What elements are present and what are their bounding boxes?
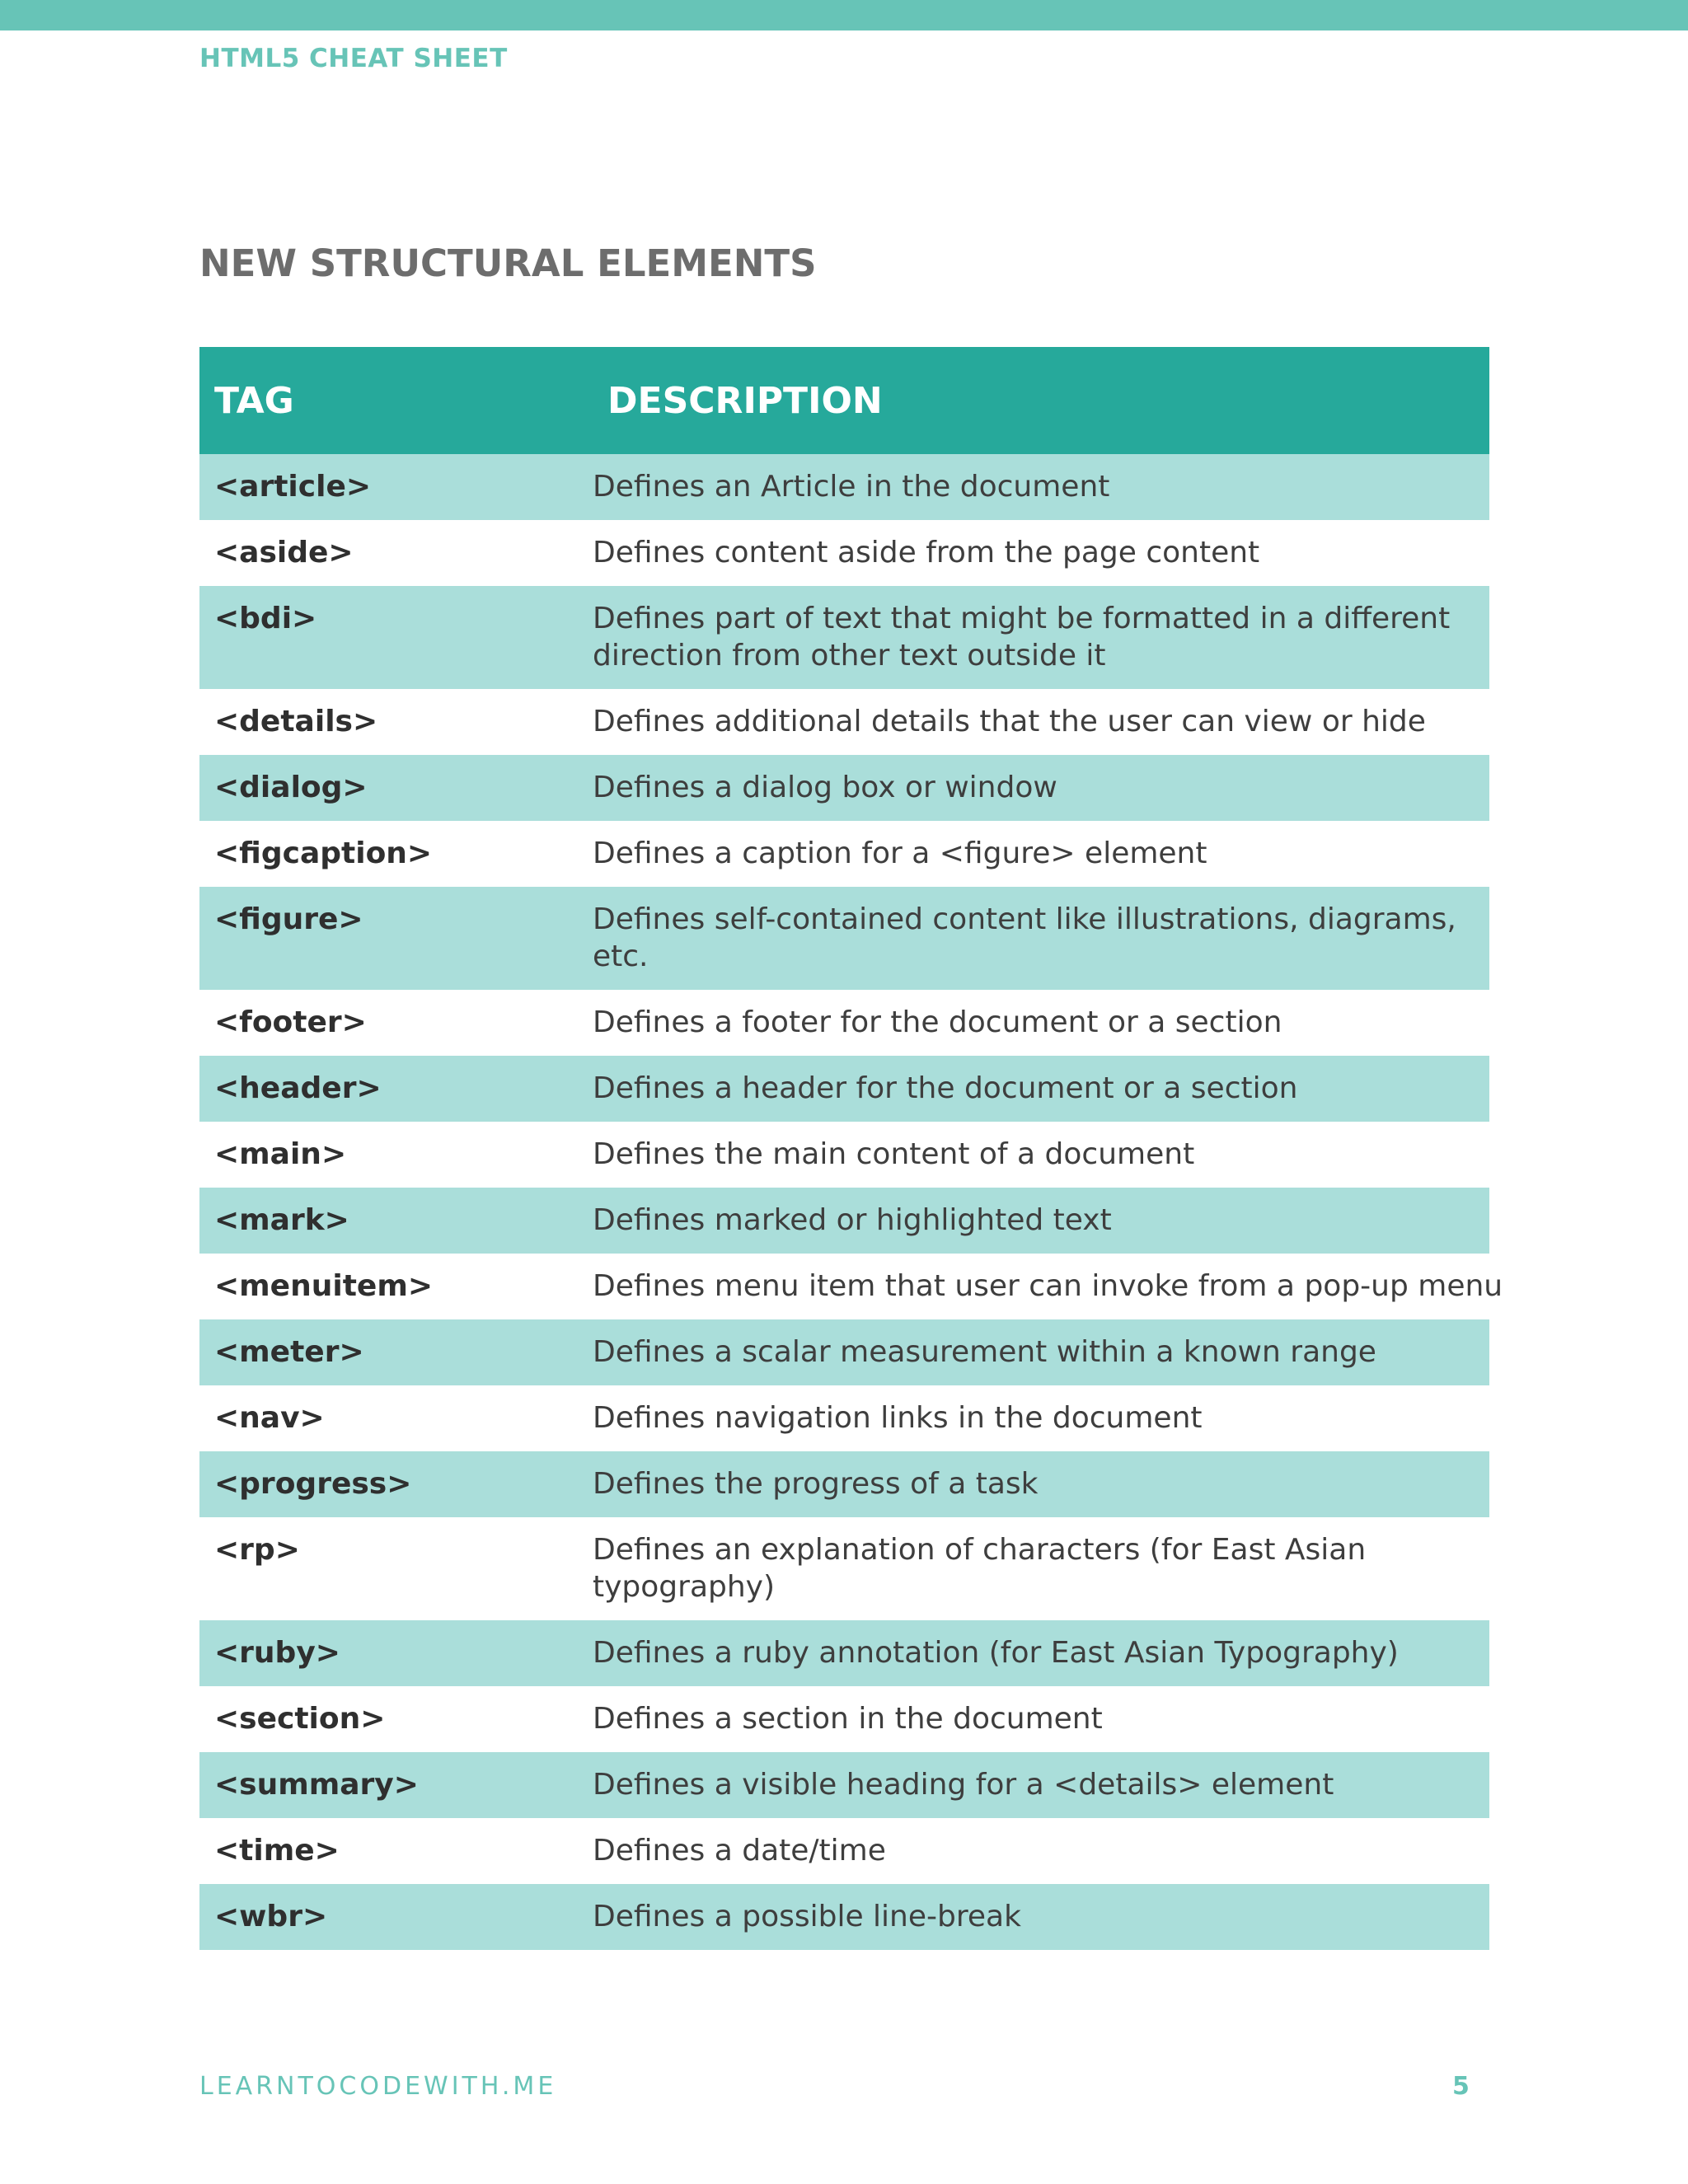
row-tag: <time> xyxy=(214,1834,340,1868)
description-line: Defines self-contained content like illustrations, diagrams, xyxy=(593,902,1456,936)
elements-table xyxy=(199,347,1503,1950)
table-row xyxy=(199,990,1489,1056)
description-line: Defines a header for the document or a section xyxy=(593,1071,1298,1105)
table-row xyxy=(199,520,1489,586)
column-header-tag: TAG xyxy=(214,379,294,422)
table-row xyxy=(199,1752,1489,1818)
row-tag: <main> xyxy=(214,1137,347,1171)
row-description xyxy=(593,1465,1489,1502)
table-row xyxy=(199,1056,1489,1122)
row-description xyxy=(593,468,1489,505)
row-tag: <section> xyxy=(214,1702,386,1736)
row-description xyxy=(593,1268,1503,1305)
row-description xyxy=(593,1898,1489,1935)
column-header-description: DESCRIPTION xyxy=(607,379,883,422)
section-title: NEW STRUCTURAL ELEMENTS xyxy=(199,241,817,285)
row-tag: <bdi> xyxy=(214,602,317,635)
row-tag: <dialog> xyxy=(214,771,368,804)
table-row xyxy=(199,1188,1489,1254)
row-description xyxy=(593,1634,1489,1671)
row-description xyxy=(593,1136,1489,1173)
row-tag: <header> xyxy=(214,1071,382,1105)
table-row xyxy=(199,1254,1503,1319)
row-tag: <summary> xyxy=(214,1768,419,1802)
description-line: Defines a visible heading for a <details> element xyxy=(593,1768,1334,1802)
description-line: direction from other text outside it xyxy=(593,639,1106,673)
row-description xyxy=(593,769,1489,806)
row-description xyxy=(593,1531,1489,1605)
table-row xyxy=(199,821,1489,887)
description-line: Defines a dialog box or window xyxy=(593,771,1057,804)
row-description xyxy=(593,703,1489,740)
description-line: Defines a possible line-break xyxy=(593,1900,1021,1933)
table-row xyxy=(199,1686,1489,1752)
row-description xyxy=(593,1004,1489,1041)
description-line: Defines a caption for a <figure> element xyxy=(593,837,1207,870)
row-tag: <rp> xyxy=(214,1533,300,1567)
table-body xyxy=(199,454,1503,1950)
document-header-title: HTML5 CHEAT SHEET xyxy=(199,44,508,73)
table-header-row xyxy=(199,347,1489,454)
table-row xyxy=(199,887,1489,990)
row-tag: <ruby> xyxy=(214,1636,340,1670)
description-line: Defines a footer for the document or a section xyxy=(593,1005,1282,1039)
row-description xyxy=(593,835,1489,872)
description-line: Defines marked or highlighted text xyxy=(593,1203,1112,1237)
table-row xyxy=(199,755,1489,821)
row-tag: <footer> xyxy=(214,1005,367,1039)
description-line: Defines a ruby annotation (for East Asian Typography) xyxy=(593,1636,1399,1670)
description-line: etc. xyxy=(593,940,649,973)
table-row xyxy=(199,1451,1489,1517)
top-accent-bar xyxy=(0,0,1688,30)
table-row xyxy=(199,1319,1489,1385)
description-line: Defines an explanation of characters (for East Asian xyxy=(593,1533,1367,1567)
description-line: Defines a section in the document xyxy=(593,1702,1103,1736)
description-line: Defines an Article in the document xyxy=(593,470,1110,504)
table-row xyxy=(199,1517,1489,1620)
row-tag: <figure> xyxy=(214,902,363,936)
table-row xyxy=(199,1122,1489,1188)
table-row xyxy=(199,1884,1489,1950)
row-description xyxy=(593,1333,1489,1371)
description-line: Defines a scalar measurement within a known range xyxy=(593,1335,1376,1369)
description-line: Defines the progress of a task xyxy=(593,1467,1039,1501)
table-row xyxy=(199,586,1489,689)
row-description xyxy=(593,1832,1489,1869)
row-tag: <meter> xyxy=(214,1335,364,1369)
page-number: 5 xyxy=(1452,2072,1470,2101)
table-row xyxy=(199,1385,1489,1451)
row-tag: <mark> xyxy=(214,1203,349,1237)
row-description xyxy=(593,1766,1489,1803)
row-tag: <menuitem> xyxy=(214,1269,433,1303)
row-description xyxy=(593,600,1489,674)
row-description xyxy=(593,534,1489,571)
description-line: Defines a date/time xyxy=(593,1834,886,1868)
row-tag: <wbr> xyxy=(214,1900,328,1933)
row-tag: <progress> xyxy=(214,1467,412,1501)
description-line: Defines menu item that user can invoke from a pop-up menu xyxy=(593,1269,1503,1303)
description-line: Defines navigation links in the document xyxy=(593,1401,1203,1435)
row-description xyxy=(593,1399,1489,1436)
description-line: Defines additional details that the user can view or hide xyxy=(593,705,1426,738)
row-tag: <figcaption> xyxy=(214,837,433,870)
table-row xyxy=(199,689,1489,755)
description-line: Defines part of text that might be formatted in a different xyxy=(593,602,1451,635)
description-line: Defines the main content of a document xyxy=(593,1137,1195,1171)
footer-site: LEARNTOCODEWITH.ME xyxy=(199,2072,557,2101)
row-tag: <aside> xyxy=(214,536,354,569)
table-row xyxy=(199,1818,1489,1884)
table-row xyxy=(199,1620,1489,1686)
row-tag: <article> xyxy=(214,470,372,504)
row-tag: <nav> xyxy=(214,1401,325,1435)
row-tag: <details> xyxy=(214,705,378,738)
description-line: typography) xyxy=(593,1570,776,1604)
row-description xyxy=(593,901,1489,975)
row-description xyxy=(593,1700,1489,1737)
row-description xyxy=(593,1202,1489,1239)
description-line: Defines content aside from the page content xyxy=(593,536,1260,569)
row-description xyxy=(593,1070,1489,1107)
table-row xyxy=(199,454,1489,520)
